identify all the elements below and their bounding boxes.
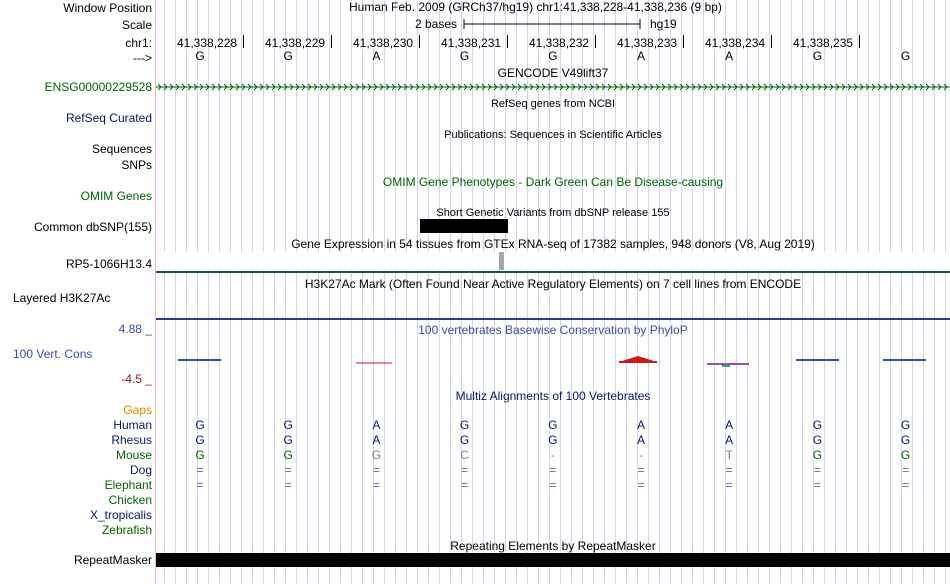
alignment-base: G <box>283 418 293 432</box>
scale-label: Scale <box>121 18 152 32</box>
sequences-track-label[interactable]: Sequences <box>91 142 152 156</box>
reference-base: A <box>372 49 381 63</box>
ruler-tick <box>507 35 508 48</box>
phylop-track-title: 100 vertebrates Basewise Conservation by PhyloP <box>418 323 688 337</box>
alignment-base: A <box>372 433 381 447</box>
alignment-base: = <box>196 478 204 492</box>
window-position-text: Human Feb. 2009 (GRCh37/hg19) chr1:41,338,228-41,338,236 (9 bp) <box>349 0 722 14</box>
dbsnp-variant-feature[interactable] <box>420 219 508 233</box>
alignment-base: = <box>902 478 910 492</box>
alignment-base: = <box>725 478 733 492</box>
species-label[interactable]: Mouse <box>115 448 152 462</box>
gencode-track-title: GENCODE V49lift37 <box>497 66 609 80</box>
omim-track-title: OMIM Gene Phenotypes - Dark Green Can Be Disease-causing <box>382 175 724 189</box>
alignment-base: G <box>812 448 823 462</box>
alignment-base: G <box>195 418 205 432</box>
ruler-coordinate: 41,338,234 <box>705 36 766 50</box>
ruler-tick <box>419 35 420 48</box>
alignment-base: G <box>459 433 470 447</box>
ruler-tick <box>683 35 684 48</box>
publications-track-title: Publications: Sequences in Scientific Articles <box>444 129 662 141</box>
ruler-tick <box>331 35 332 48</box>
alignment-base: A <box>636 418 645 432</box>
gtex-track-title: Gene Expression in 54 tissues from GTEx RNA-seq of 17382 samples, 948 donors (V8, Aug 2019) <box>291 237 815 251</box>
refseq-track-label[interactable]: RefSeq Curated <box>65 111 152 125</box>
track-label-column <box>0 0 156 584</box>
dbsnp-track-title: Short Genetic Variants from dbSNP release 155 <box>436 207 670 219</box>
h3k27ac-track-title: H3K27Ac Mark (Often Found Near Active Regulatory Elements) on 7 cell lines from ENCODE <box>304 277 802 291</box>
chromosome-label: chr1: <box>125 36 152 50</box>
phylop-signal[interactable] <box>156 350 950 370</box>
alignment-base: - <box>639 448 643 462</box>
alignment-base: = <box>461 463 469 477</box>
species-label[interactable]: Zebrafish <box>101 523 152 537</box>
alignment-base: A <box>725 433 734 447</box>
reference-base: G <box>283 49 293 63</box>
refseq-track-title: RefSeq genes from NCBI <box>490 98 616 110</box>
phylop-max-value: 4.88 _ <box>118 322 152 336</box>
reference-base: G <box>812 49 823 63</box>
repeatmasker-feature[interactable] <box>156 553 950 567</box>
reference-base: G <box>548 49 558 63</box>
repeatmasker-track-title: Repeating Elements by RepeatMasker <box>450 539 656 553</box>
alignment-base: T <box>725 448 733 462</box>
h3k27ac-baseline <box>156 318 950 320</box>
gtex-baseline <box>156 271 950 273</box>
alignment-base: A <box>636 433 645 447</box>
repeatmasker-track-label[interactable]: RepeatMasker <box>73 553 152 567</box>
alignment-base: - <box>550 448 555 462</box>
scale-bar <box>463 17 643 31</box>
alignment-base: = <box>637 478 645 492</box>
alignment-base: = <box>725 463 733 477</box>
gtex-variant-marker <box>499 252 504 270</box>
ruler-coordinate: 41,338,231 <box>441 36 502 50</box>
alignment-base: = <box>813 478 821 492</box>
ruler-tick <box>243 35 244 48</box>
dbsnp-track-label[interactable]: Common dbSNP(155) <box>33 220 152 234</box>
reference-base: A <box>636 49 645 63</box>
ruler-coordinate: 41,338,233 <box>617 36 678 50</box>
alignment-base: = <box>461 478 469 492</box>
omim-track-label[interactable]: OMIM Genes <box>80 189 152 203</box>
alignment-base: G <box>812 433 823 447</box>
species-label[interactable]: Rhesus <box>111 433 152 447</box>
alignment-base: G <box>371 448 382 462</box>
species-label[interactable]: X_tropicalis <box>89 508 152 522</box>
ruler-tick <box>859 35 860 48</box>
alignment-base: = <box>372 463 380 477</box>
alignment-base: = <box>549 463 557 477</box>
alignment-base: = <box>372 478 380 492</box>
alignment-base: G <box>900 433 911 447</box>
alignment-base: G <box>812 418 823 432</box>
alignment-base: G <box>459 418 470 432</box>
ruler-coordinate: 41,338,235 <box>793 36 854 50</box>
scale-text: 2 bases <box>415 17 458 31</box>
alignment-base: = <box>637 463 645 477</box>
reference-base: G <box>900 49 911 63</box>
alignment-base: G <box>548 418 558 432</box>
alignment-base: C <box>460 448 469 462</box>
alignment-base: A <box>372 418 381 432</box>
phylop-min-value: -4.5 _ <box>121 372 152 386</box>
alignment-base: G <box>548 433 558 447</box>
multiz-track-title: Multiz Alignments of 100 Vertebrates <box>455 389 651 403</box>
alignment-base: = <box>549 478 557 492</box>
alignment-base: G <box>195 448 205 462</box>
ruler-coordinate: 41,338,229 <box>265 36 326 50</box>
reference-base: A <box>725 49 734 63</box>
species-label[interactable]: Human <box>113 418 152 432</box>
ruler-tick <box>595 35 596 48</box>
ruler-tick <box>771 35 772 48</box>
species-label[interactable]: Chicken <box>108 493 152 507</box>
ruler-coordinate: 41,338,230 <box>353 36 414 50</box>
alignment-base: = <box>902 463 910 477</box>
window-position-label: Window Position <box>63 1 152 15</box>
alignment-base: A <box>725 418 734 432</box>
ruler-coordinate: 41,338,232 <box>529 36 590 50</box>
h3k27ac-track-label[interactable]: Layered H3K27Ac <box>13 291 111 305</box>
strand-arrow-label: ---> <box>133 51 152 65</box>
ruler-coordinate: 41,338,228 <box>177 36 238 50</box>
alignment-base: G <box>900 448 911 462</box>
alignment-base: = <box>196 463 204 477</box>
snps-track-label[interactable]: SNPs <box>121 158 152 172</box>
species-label[interactable]: Elephant <box>104 478 152 492</box>
alignment-base: = <box>813 463 821 477</box>
alignment-base: = <box>284 478 292 492</box>
reference-base: G <box>459 49 470 63</box>
gaps-label[interactable]: Gaps <box>123 403 152 417</box>
gencode-item-label[interactable]: ENSG00000229528 <box>44 80 152 94</box>
track-data-area[interactable] <box>156 0 950 584</box>
alignment-base: G <box>900 418 911 432</box>
scale-db-text: hg19 <box>650 17 677 31</box>
alignment-base: G <box>195 433 205 447</box>
alignment-base: G <box>283 448 293 462</box>
gtex-expression-bar[interactable] <box>156 252 950 270</box>
reference-base: G <box>195 49 205 63</box>
alignment-base: = <box>284 463 292 477</box>
species-label[interactable]: Dog <box>129 463 152 477</box>
gencode-gene-feature[interactable] <box>156 80 950 94</box>
gtex-gene-label[interactable]: RP5-1066H13.4 <box>65 257 152 271</box>
alignment-base: G <box>283 433 293 447</box>
phylop-track-label[interactable]: 100 Vert. Cons <box>13 347 93 361</box>
